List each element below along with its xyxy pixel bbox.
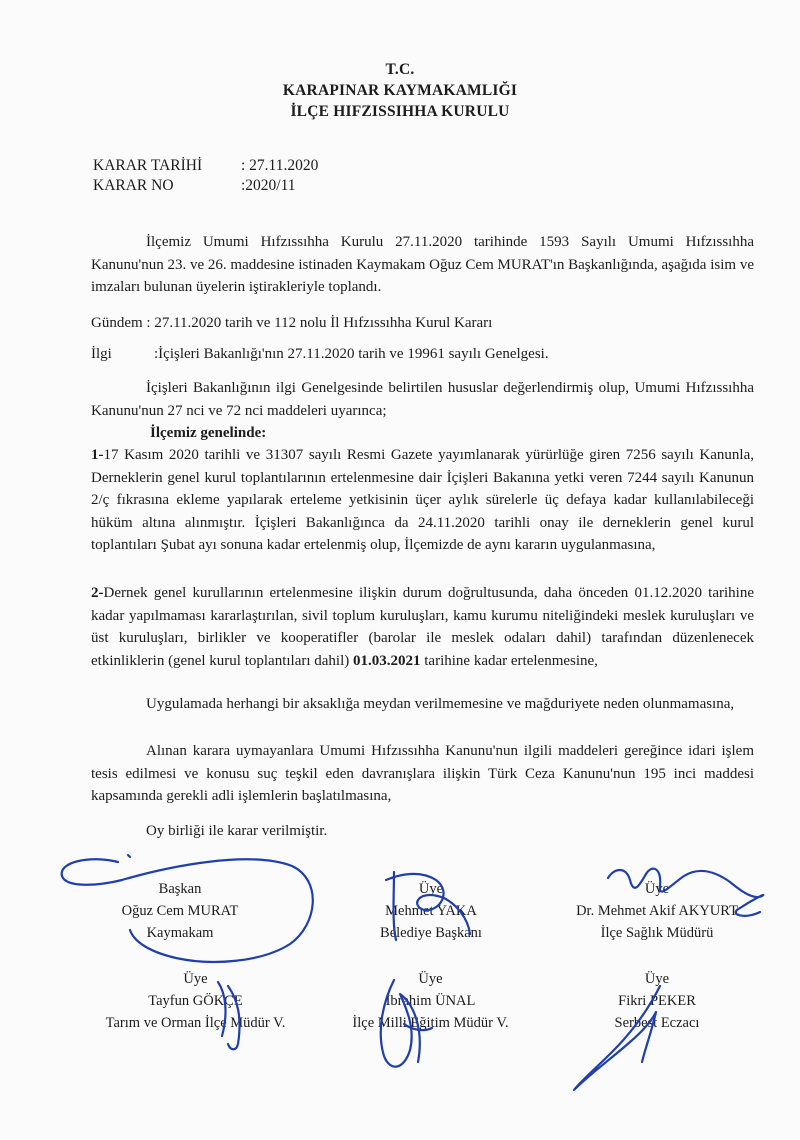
signatory-name: Fikri PEKER [618, 993, 696, 1009]
item-1-text: 17 Kasım 2020 tarihli ve 31307 sayılı Resmi Gazete yayımlanarak yürürlüğe giren 7256 sayılı Kanunla, Derneklerin genel kurul toplantılarının ertelenmesine dair İçişleri Bakanına yetki veren 7244 sayılı Kanunun 2/ç fıkrasına ekleme yapılarak erteleme yetkisinin üçer aylık sürelerle üç defaya kadar kullanılabileceği hüküm altına alınmıştır. İçişleri Bakanlığınca da 24.11.2020 tarihli onay ile derneklerin genel kurul toplantıları Şubat ayı sonuna kadar ertelenmiş olup, İlçemizde de aynı kararın uygulanmasına, [91, 447, 754, 553]
signatory-role: Üye [644, 971, 670, 987]
signatory-title: Kaymakam [146, 925, 214, 941]
reference-line [91, 346, 549, 363]
decision-date-row [93, 157, 318, 175]
signatory-agriculture-director [83, 968, 308, 1034]
closing-line: Oy birliği ile karar verilmiştir. [146, 823, 328, 839]
header-council: İLÇE HIFZISSIHHA KURULU [290, 103, 510, 120]
signatory-title: Serbest Eczacı [614, 1015, 700, 1031]
decision-no-row [93, 177, 296, 195]
item-1-paragraph [91, 444, 754, 557]
evaluation-paragraph: İçişleri Bakanlığının ilgi Genelgesinde belirtilen hususlar değerlendirmiş olup, Umumi Hıfzıssıhha Kanunu'nun 27 nci ve 72 nci maddeleri uyarınca; [91, 380, 754, 419]
signatory-chairman [100, 878, 260, 944]
signatory-name: Oğuz Cem MURAT [121, 903, 239, 919]
signatory-role: Üye [644, 881, 670, 897]
implementation-paragraph: Uygulamada herhangi bir aksaklığa meydan verilmemesine ve mağduriyete neden olunmamasına, [146, 696, 735, 712]
signatory-name: İbrahim ÜNAL [385, 993, 476, 1009]
section-title: İlçemiz genelinde: [150, 425, 267, 441]
signatory-role: Üye [418, 881, 444, 897]
signatory-role: Başkan [158, 881, 202, 897]
signatory-title: Tarım ve Orman İlçe Müdür V. [105, 1015, 286, 1031]
decision-no-label: KARAR NO [93, 177, 174, 194]
agenda-line: Gündem : 27.11.2020 tarih ve 112 nolu İl Hıfzıssıhha Kurul Kararı [91, 315, 493, 331]
signatory-education-director [328, 968, 533, 1034]
signatory-title: İlçe Sağlık Müdürü [600, 925, 714, 941]
signature-chairman-dot [128, 855, 130, 857]
item-2-paragraph [91, 582, 754, 672]
reference-text: :İçişleri Bakanlığı'nın 27.11.2020 tarih ve 19961 sayılı Genelgesi. [154, 346, 549, 362]
decision-date-value: : 27.11.2020 [241, 157, 319, 174]
header-tc: T.C. [385, 61, 415, 78]
decision-date-label: KARAR TARİHİ [93, 157, 203, 174]
reference-label: İlgi [91, 346, 112, 362]
signatory-title: İlçe Milli Eğitim Müdür V. [352, 1015, 509, 1031]
item-2-date: 01.03.2021 [353, 652, 421, 669]
item-2-tail: tarihine kadar ertelenmesine, [420, 652, 598, 669]
header-governorship: KARAPINAR KAYMAKAMLIĞI [282, 82, 518, 99]
signatory-name: Dr. Mehmet Akif AKYURT [576, 903, 738, 919]
intro-paragraph: İlçemiz Umumi Hıfzıssıhha Kurulu 27.11.2020 tarihinde 1593 Sayılı Umumi Hıfzıssıhha Kanunu'nun 23. ve 26. maddesine istinaden Kaymakam Oğuz Cem MURAT'ın Başkanlığında, aşağıda isim ve imzaları bulunan üyelerin iştirakleriyle toplandı. [91, 234, 754, 295]
signatory-mayor [346, 878, 516, 944]
item-2-text: Dernek genel kurullarının ertelenmesine ilişkin durum doğrultusunda, daha önceden 01.12.2020 tarihine kadar yapılmaması kararlaştırılan, sivil toplum kuruluşları, kamu kurumu niteliğindeki meslek kuruluşları ve üst kuruluşları, birlikler ve kooperatifler (barolar ile meslek odaları dahil) tarafından düzenlenecek etkinliklerin (genel kurul toplantıları dahil) [91, 585, 754, 669]
penalty-paragraph: Alınan karara uymayanlara Umumi Hıfzıssıhha Kanunu'nun ilgili maddeleri gereğince idari işlem tesis edilmesi ve konusu suç teşkil eden davranışlara ilişkin Türk Ceza Kanunu'nun 195 inci maddesi kapsamında gerekli adli işlemlerin başlatılmasına, [91, 743, 754, 804]
signatory-role: Üye [418, 971, 443, 987]
item-1-number: 1- [91, 447, 104, 463]
decision-no-value: :2020/11 [241, 177, 296, 194]
signatory-health-director [557, 878, 757, 944]
signatory-pharmacist [592, 968, 722, 1034]
signatory-role: Üye [183, 971, 208, 987]
signatory-name: Mehmet YAKA [385, 903, 477, 919]
signatory-title: Belediye Başkanı [380, 925, 482, 941]
item-2-number: 2- [91, 585, 104, 601]
signatory-name: Tayfun GÖKÇE [148, 993, 243, 1009]
